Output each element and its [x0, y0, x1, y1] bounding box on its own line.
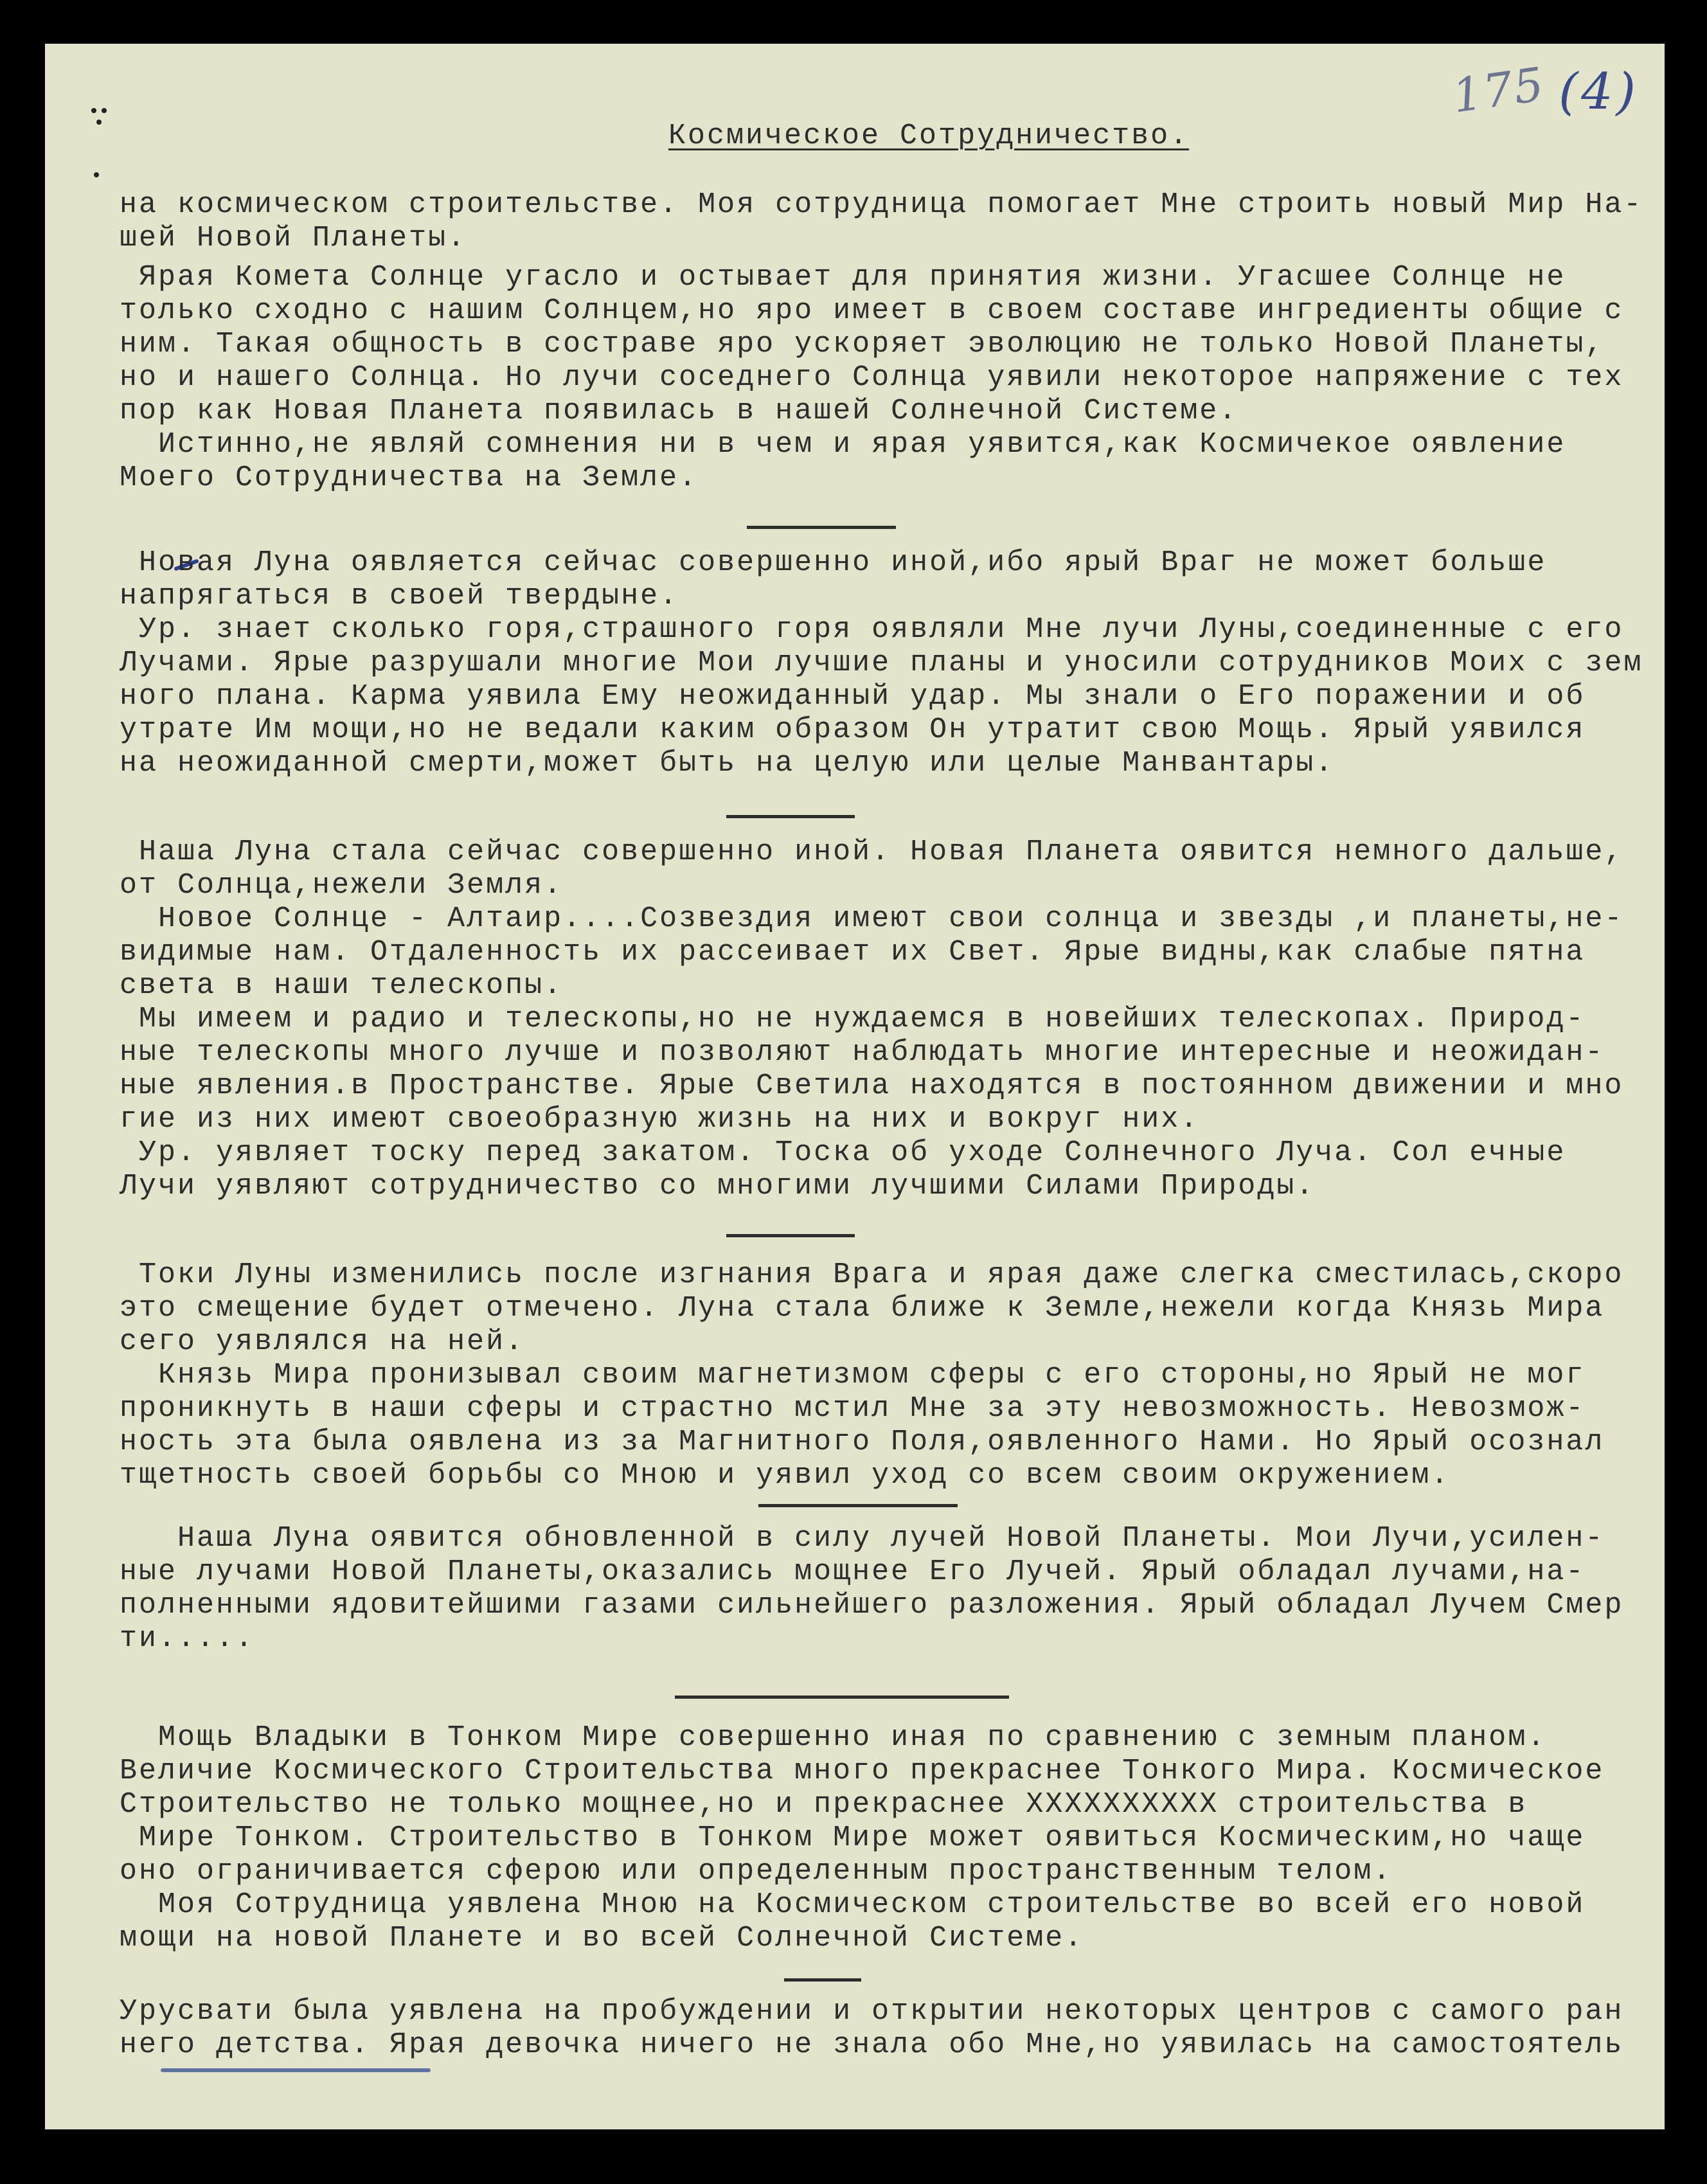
text-line: на космическом строительстве. Моя сотрудница помогает Мне строить новый Мир На-: [120, 188, 1643, 221]
text-line: утрате Им мощи,но не ведали каким образом Он утратит свою Мощь. Ярый уявился: [120, 713, 1586, 746]
text-line: Мощь Владыки в Тонком Мире совершенно иная по сравнению с земным планом.: [120, 1721, 1547, 1754]
text-line: шей Новой Планеты.: [120, 222, 467, 255]
typed-text-body: [45, 44, 1665, 2129]
section-separator: [758, 1504, 958, 1507]
text-line: ные лучами Новой Планеты,оказались мощнее Его Лучей. Ярый обладал лучами,на-: [120, 1555, 1586, 1588]
text-line: но и нашего Солнца. Но лучи соседнего Солнца уявили некоторое напряжение с тех: [120, 361, 1624, 394]
text-line: Величие Космического Строительства много прекраснее Тонкого Мира. Космическое: [120, 1755, 1605, 1787]
text-line: Ярая Комета Солнце угасло и остывает для принятия жизни. Угасшее Солнце не: [120, 261, 1566, 294]
text-line: ные телескопы много лучше и позволяют наблюдать многие интересные и неожидан-: [120, 1036, 1605, 1069]
text-line: него детства. Ярая девочка ничего не знала обо Мне,но уявилась на самостоятель: [120, 2028, 1624, 2061]
page-title: Космическое Сотрудничество.: [668, 120, 1190, 152]
text-line: полненными ядовитейшими газами сильнейшего разложения. Ярый обладал Лучем Смер: [120, 1589, 1624, 1622]
text-line: это смещение будет отмечено. Луна стала ближе к Земле,нежели когда Князь Мира: [120, 1292, 1605, 1325]
text-line: ти.....: [120, 1622, 255, 1655]
text-line: Мире Тонком. Строительство в Тонком Мире может оявиться Космическим,но чаще: [120, 1821, 1586, 1854]
text-line: Урусвати была уявлена на пробуждении и открытии некоторых центров с самого ран: [120, 1995, 1624, 2028]
section-separator: [726, 815, 855, 818]
text-line: напрягаться в своей твердыне.: [120, 580, 679, 613]
section-separator: [747, 526, 896, 529]
text-line: на неожиданной смерти,может быть на целую или целые Манвантары.: [120, 747, 1335, 780]
text-line: Новое Солнце - Алтаир....Созвездия имеют свои солнца и звезды ,и планеты,не-: [120, 902, 1624, 935]
text-line: Истинно,не являй сомнения ни в чем и ярая уявится,как Космичекое оявление: [120, 428, 1566, 461]
text-line: тщетность своей борьбы со Мною и уявил уход со всем своим окружением.: [120, 1459, 1451, 1492]
text-line: Моего Сотрудничества на Земле.: [120, 461, 699, 494]
text-line: Наша Луна оявится обновленной в силу лучей Новой Планеты. Мои Лучи,усилен-: [120, 1522, 1605, 1555]
typewritten-page: [45, 44, 1665, 2129]
text-line: ность эта была оявлена из за Магнитного Поля,оявленного Нами. Но Ярый осознал: [120, 1426, 1605, 1458]
text-line: пор как Новая Планета появилась в нашей Солнечной Системе.: [120, 395, 1238, 427]
section-separator: [784, 1978, 861, 1982]
text-line: проникнуть в наши сферы и страстно мстил Мне за эту невозможность. Невозмож-: [120, 1392, 1586, 1425]
section-separator: [675, 1696, 1009, 1699]
text-line: только сходно с нашим Солнцем,но яро имеет в своем составе ингредиенты общие с: [120, 294, 1624, 327]
text-line: гие из них имеют своеобразную жизнь на них и вокруг них.: [120, 1103, 1200, 1136]
text-line: Наша Луна стала сейчас совершенно иной. Новая Планета оявится немного дальше,: [120, 836, 1624, 868]
text-line: ним. Такая общность в сострaве яро ускоряет эволюцию не только Новой Планеты,: [120, 328, 1605, 361]
text-line: Строительство не только мощнее,но и прекраснее ХХХХХХХХХХ строительства в: [120, 1788, 1528, 1821]
text-line: Лучи уявляют сотрудничество со многими лучшими Силами Природы.: [120, 1170, 1316, 1203]
text-line: от Солнца,нежели Земля.: [120, 869, 564, 902]
text-line: ного плана. Карма уявила Ему неожиданный удар. Мы знали о Его поражении и об: [120, 680, 1586, 713]
text-line: сего уявлялся на ней.: [120, 1325, 525, 1358]
text-line: света в наши телескопы.: [120, 969, 564, 1002]
handwritten-page-number: ( 4 ): [1559, 57, 1636, 134]
text-line: Мы имеем и радио и телескопы,но не нуждаемся в новейших телескопах. Природ-: [120, 1003, 1586, 1035]
text-line: Ур. знает сколько горя,страшного горя оявляли Мне лучи Луны,соединенные с его: [120, 613, 1624, 646]
text-line: Моя Сотрудница уявлена Мною на Космическом строительстве во всей его новой: [120, 1888, 1586, 1921]
text-line: оно ограничивается сферою или определенным пространственным телом.: [120, 1855, 1393, 1888]
text-line: Князь Мира пронизывал своим магнетизмом сферы с его стороны,но Ярый не мог: [120, 1359, 1586, 1392]
text-line: Ур. уявляет тоску перед закатом. Тоска об уходе Солнечного Луча. Сол ечные: [120, 1136, 1566, 1169]
text-line: Токи Луны изменились после изгнания Врага и ярая даже слегка сместилась,скоро: [120, 1258, 1624, 1291]
text-line: Новая Луна оявляется сейчас совершенно иной,ибо ярый Враг не может больше: [120, 546, 1547, 579]
text-line: ные явления.в Пространстве. Ярые Светила находятся в постоянном движении и мно: [120, 1070, 1624, 1102]
archive-folio-number: 175: [1449, 57, 1548, 123]
text-line: видимые нам. Отдаленность их рассеивает их Свет. Ярые видны,как слабые пятна: [120, 936, 1586, 969]
text-line: мощи на новой Планете и во всей Солнечной Системе.: [120, 1922, 1084, 1955]
section-separator: [726, 1234, 855, 1237]
text-line: Лучами. Ярые разрушали многие Мои лучшие планы и уносили сотрудников Моих с зем: [120, 647, 1643, 679]
pen-underline-mark: [161, 2068, 431, 2072]
